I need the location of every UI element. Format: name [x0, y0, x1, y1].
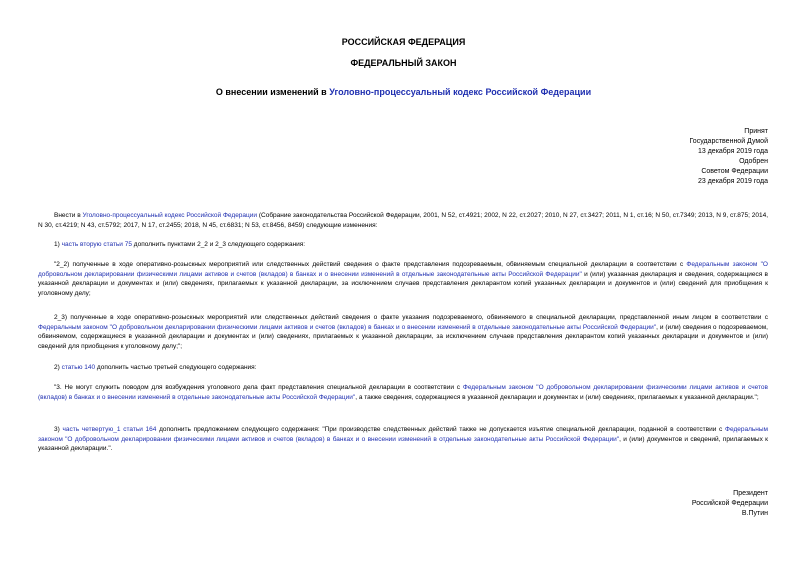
link-article-164[interactable]: часть четвертую_1 статьи 164 [62, 426, 157, 433]
paragraph-text: "2_2) полученные в ходе оперативно-розыскных мероприятий или следственных действий сведения о факте представления подозреваемым, обвиняемым специальной декларации в соответствии с [54, 261, 687, 268]
paragraph-text: дополнить частью третьей следующего содержания: [95, 364, 257, 371]
paragraph-text: , а также сведения, содержащиеся в указанной декларации и документах и (или) сведениях, прилагаемых к указанной декларации."; [355, 393, 759, 401]
paragraph-intro [38, 211, 768, 230]
signature-name: В.Путин [741, 510, 768, 517]
paragraph-text: и (или) указанная декларация и сведения, содержащиеся в указанной декларации и документах и (или) сведениях, прилагаемых к указанной декларации, за исключением случаев представления декларантом копий указанных декларации и документов и (или) сведений для приобщения к уголовному делу; [38, 270, 768, 297]
paragraph-text: , и (или) сведения о подозреваемом, обвиняемом, содержащиеся в указанной декларации и документах и (или) сведениях, прилагаемых к указанной декларации, за исключением случаев представления декларантом копий указанных декларации и документов и (или) сведений для приобщения к уголовному делу;"; [38, 323, 768, 350]
link-article-75[interactable]: часть вторую статьи 75 [61, 241, 132, 248]
paragraph-2-3 [38, 313, 768, 351]
signature-country: Российской Федерации [691, 500, 768, 507]
link-code[interactable]: Уголовно-процессуальный кодекс Российской Федерации [82, 212, 258, 219]
paragraph-text: 1) [54, 241, 62, 248]
approved-by: Советом Федерации [701, 168, 768, 175]
paragraph-text: "3. Не могут служить поводом для возбуждения уголовного дела факт представления специальной декларации в соответствии с [54, 384, 463, 391]
paragraph-text: дополнить предложением следующего содержания: "При производстве следственных действий также не допускается изъятие специальной декларации, поданной в соответствии с [156, 426, 726, 433]
signature-position: Президент [733, 490, 768, 497]
paragraph-2-2 [38, 260, 768, 298]
adopted-date: 13 декабря 2019 года [697, 148, 768, 155]
paragraph-text: 2) [54, 364, 62, 371]
link-federal-law[interactable]: Федеральным законом "О добровольном декларировании физическими лицами активов и счетов (вкладов) в банках и о внесении изменений в отдельные законодательные акты Российской Федерации" [38, 323, 657, 331]
paragraph-text: , и (или) документов и сведений, прилагаемых к указанной декларации.". [38, 435, 769, 453]
law-title-link[interactable]: Уголовно-процессуальный кодекс Российской Федерации [329, 87, 592, 97]
adopted-label: Принят [744, 128, 768, 135]
paragraph-text: Внести в [54, 212, 83, 219]
paragraph-item-2 [38, 363, 768, 373]
adopted-by: Государственной Думой [689, 138, 768, 145]
paragraph-part-3 [38, 383, 768, 402]
link-federal-law[interactable]: Федеральным законом "О добровольном декларировании физическими лицами активов и счетов (вкладов) в банках и о внесении изменений в отдельные законодательные акты Российской Федерации" [38, 426, 769, 443]
paragraph-text: 3) [54, 426, 63, 433]
approved-date: 23 декабря 2019 года [697, 178, 768, 185]
country-heading: РОССИЙСКАЯ ФЕДЕРАЦИЯ [341, 37, 466, 47]
paragraph-item-1 [38, 240, 768, 250]
adoption-block [689, 127, 768, 157]
link-federal-law[interactable]: Федеральным законом "О добровольном декларировании физическими лицами активов и счетов (вкладов) в банках и о внесении изменений в отдельные законодательные акты Российской Федерации" [38, 384, 768, 401]
law-title-prefix: О внесении изменений в [215, 87, 330, 97]
signature-block [692, 489, 768, 519]
paragraph-text: 2_3) полученные в ходе оперативно-розыскных мероприятий или следственных действий сведения о факте указания подозреваемого, обвиняемого в специальной декларации, представленной иным лицом в соответствии с [54, 314, 768, 321]
doc-type-heading: ФЕДЕРАЛЬНЫЙ ЗАКОН [350, 58, 457, 68]
approval-block [698, 157, 768, 187]
paragraph-text: дополнить пунктами 2_2 и 2_3 следующего содержания: [131, 241, 306, 248]
law-title [0, 87, 807, 97]
approved-label: Одобрен [739, 158, 768, 165]
link-article-140[interactable]: статью 140 [61, 364, 96, 371]
paragraph-text: (Собрание законодательства Российской Федерации, 2001, N 52, ст.4921; 2002, N 22, ст.2027; 2010, N 27, ст.3427; 2011, N 1, ст.16; N 50, ст.7349; 2013, N 9, ст.875; 2014, N 30, ст.4219; N 43, ст.5792; 2017, N 17, ст.2455; 2018, N 45, ст.6831; N 53, ст.8456, 8459) следующие изменения: [38, 212, 768, 229]
link-federal-law[interactable]: Федеральным законом "О добровольном декларировании физическими лицами активов и счетов (вкладов) в банках и о внесении изменений в отдельные законодательные акты Российской Федерации" [38, 261, 768, 278]
paragraph-item-3 [38, 425, 768, 454]
